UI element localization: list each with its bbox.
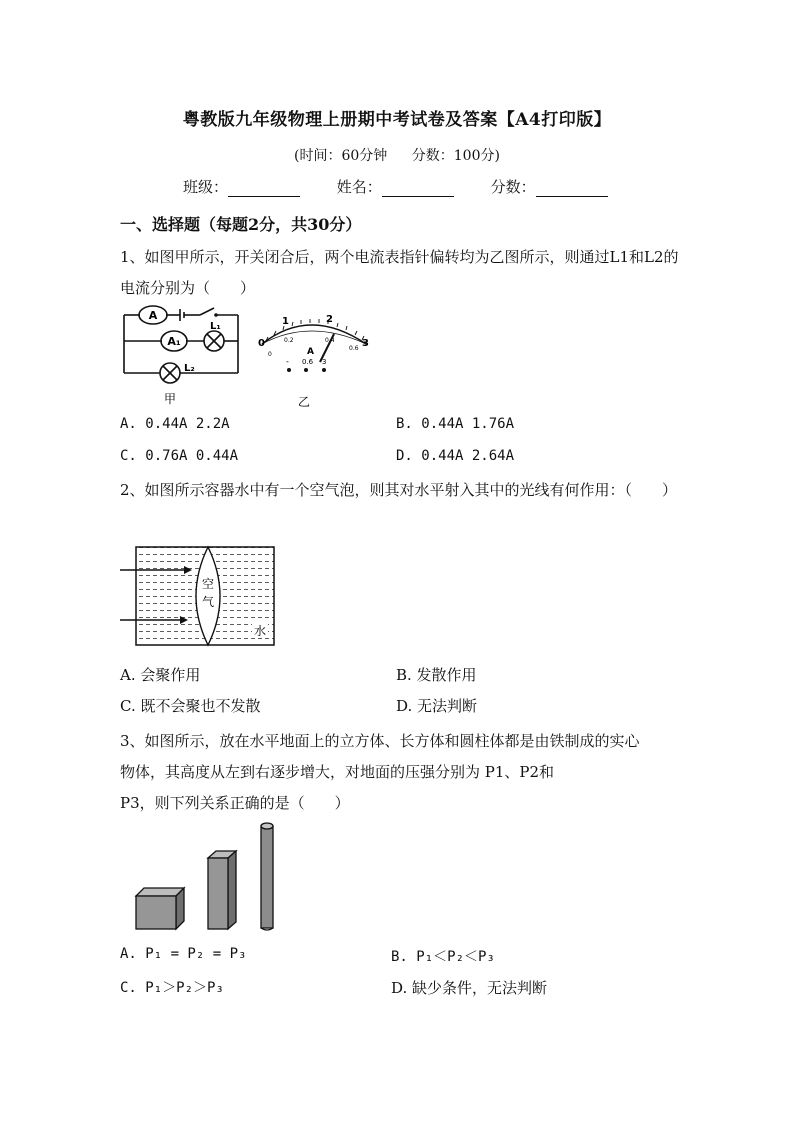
- q2-option-b[interactable]: B. 发散作用: [396, 666, 477, 684]
- dial-tick-2: 2: [326, 314, 333, 325]
- q1-option-b[interactable]: B. 0.44A 1.76A: [396, 416, 515, 432]
- name-blank: [382, 182, 454, 197]
- q1-option-a[interactable]: A. 0.44A 2.2A: [120, 416, 230, 432]
- q3-option-a[interactable]: A. P₁ = P₂ = P₃: [120, 946, 247, 962]
- bubble-label-2: 气: [201, 595, 215, 609]
- lamp-l1-label: L₁: [210, 321, 221, 332]
- class-blank: [228, 182, 300, 197]
- terminal-3: 3: [322, 358, 327, 366]
- q2-option-d[interactable]: D. 无法判断: [396, 697, 478, 715]
- water-label: 水: [253, 624, 267, 638]
- question-3-line-2: 物体，其高度从左到右逐步增大，对地面的压强分别为 P1、P2和: [120, 763, 555, 781]
- figure-yi-caption: 乙: [297, 395, 311, 409]
- dial-unit: A: [307, 347, 314, 357]
- exam-meta: [0, 145, 794, 165]
- bubble-label-1: 空: [201, 577, 215, 591]
- page-title: 粤教版九年级物理上册期中考试卷及答案【A4打印版】: [182, 110, 612, 130]
- ammeter-a1-label: A₁: [167, 335, 181, 348]
- water-bubble-diagram: [118, 544, 280, 648]
- question-3-line-3: P3，则下列关系正确的是（ ）: [120, 794, 350, 812]
- exam-time: (时间：60分钟: [294, 148, 388, 164]
- terminal-06: 0.6: [302, 358, 314, 366]
- class-label: 班级：: [183, 178, 229, 196]
- question-3-line-1: 3、如图所示，放在水平地面上的立方体、长方体和圆柱体都是由铁制成的实心: [120, 732, 640, 750]
- terminal-negative: -: [286, 357, 289, 366]
- q3-option-b[interactable]: B. P₁＜P₂＜P₃: [391, 949, 495, 965]
- dial-subtick-0: 0: [268, 351, 272, 358]
- dial-tick-3: 3: [362, 338, 369, 349]
- q2-option-c[interactable]: C. 既不会聚也不发散: [120, 697, 261, 715]
- figure-jia-caption: 甲: [163, 392, 177, 406]
- q3-option-d[interactable]: D. 缺少条件，无法判断: [391, 979, 548, 997]
- q1-option-d[interactable]: D. 0.44A 2.64A: [396, 448, 515, 464]
- question-1-text: 1、如图甲所示，开关闭合后，两个电流表指针偏转均为乙图所示，则通过L1和L2的电流分别为（ ）: [120, 248, 679, 297]
- solid-shapes-diagram: [130, 820, 280, 932]
- section-title: 一、选择题（每题2分，共30分）: [120, 215, 362, 234]
- name-label: 姓名：: [336, 178, 382, 196]
- dial-subtick-3: 0.6: [349, 345, 359, 352]
- circuit-diagram-jia: [118, 305, 243, 410]
- dial-tick-0: 0: [258, 338, 265, 349]
- dial-tick-1: 1: [282, 316, 289, 327]
- ammeter-a-label: A: [148, 309, 158, 322]
- dial-subtick-1: 0.2: [284, 337, 294, 344]
- q3-option-c[interactable]: C. P₁＞P₂＞P₃: [120, 980, 224, 996]
- q2-option-a[interactable]: A. 会聚作用: [120, 666, 201, 684]
- question-2-text: 2、如图所示容器水中有一个空气泡，则其对水平射入其中的光线有何作用：（ ）: [120, 481, 678, 499]
- student-info-line: [183, 176, 640, 197]
- score-blank: [536, 182, 608, 197]
- lamp-l2-label: L₂: [184, 363, 195, 374]
- ammeter-dial-yi: [252, 310, 377, 412]
- score-label: 分数：: [490, 178, 536, 196]
- dial-subtick-2: 0.4: [325, 337, 335, 344]
- exam-total-score: 分数：100分): [411, 148, 500, 164]
- q1-option-c[interactable]: C. 0.76A 0.44A: [120, 448, 239, 464]
